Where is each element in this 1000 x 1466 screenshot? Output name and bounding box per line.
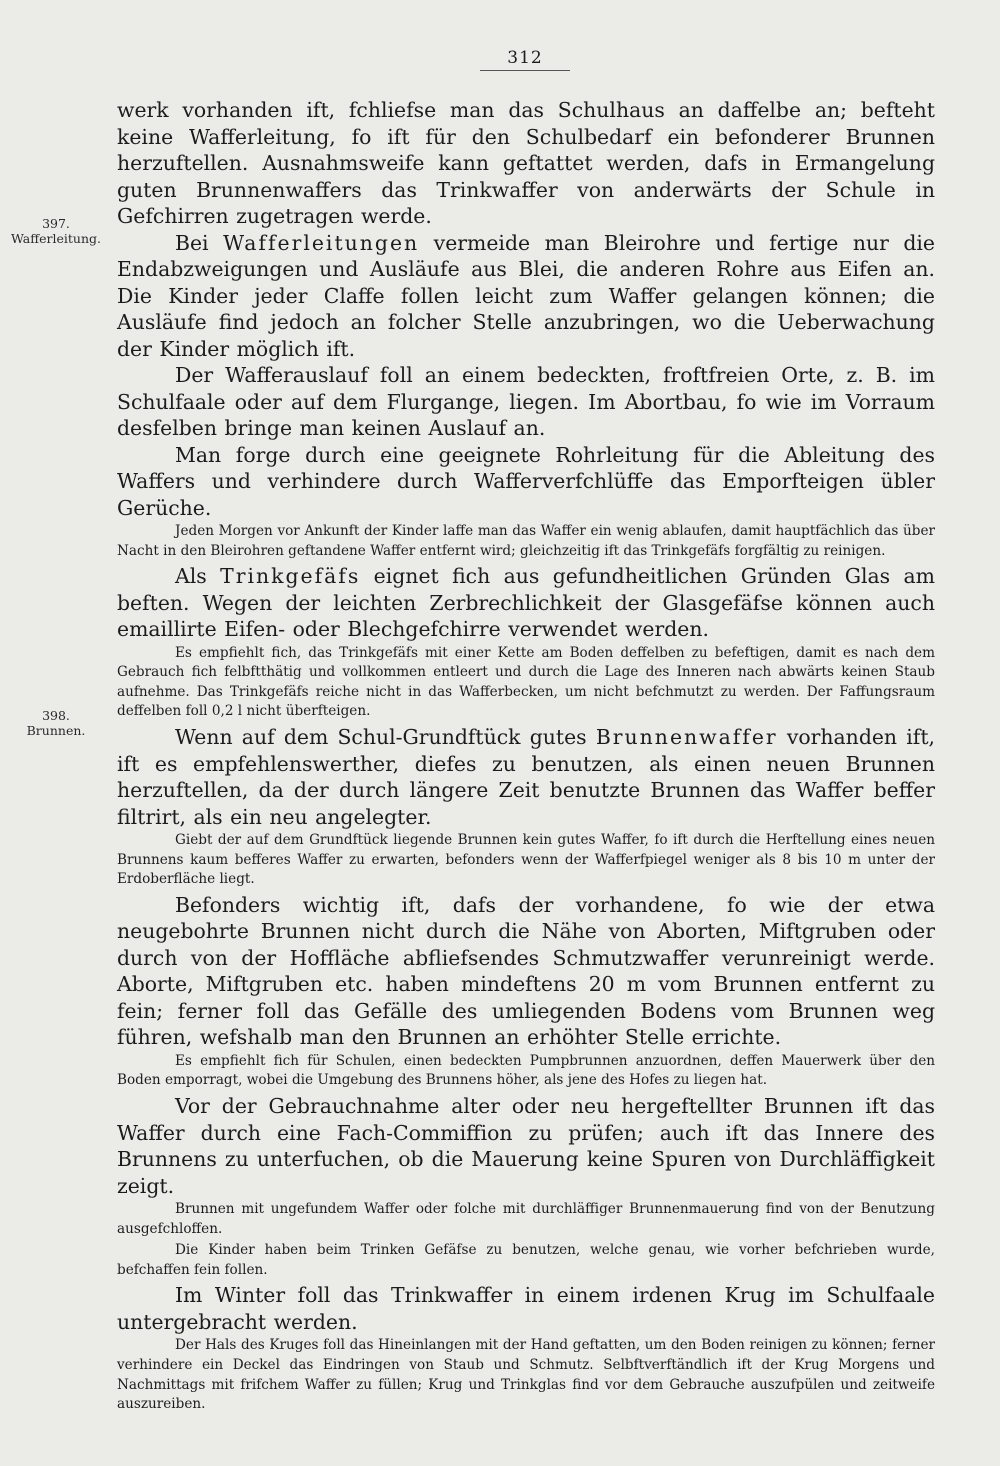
small-print-note: Der Hals des Kruges foll das Hineinlangen mit der Hand geftatten, um den Boden reinigen zu können; ferner verhindere ein Deckel das Eindringen von Staub und Schmutz. Selbftverftändlich ift der Krug Morgens und Nachmittags mit frifchem Waffer zu füllen; Krug und Trinkglas find vor dem Gebrauche auszufpülen und zeitweife auszureiben. <box>117 1337 935 1413</box>
section-number: 397. <box>42 216 70 231</box>
paragraph: Vor der Gebrauchnahme alter oder neu hergeftellter Brunnen ift das Waffer durch eine Fach-Commiffion zu prüfen; auch ift das Innere des Brunnens zu unterfuchen, ob die Mauerung keine Spuren von Durchläffigkeit zeigt. <box>117 1094 935 1198</box>
paragraph: Als Trinkgefäfs eignet fich aus gefundheitlichen Gründen Glas am beften. Wegen der leichten Zerbrechlichkeit der Glasgefäfse können auch emaillirte Eifen- oder Blechgefchirre verwendet werden. <box>117 564 936 642</box>
small-print-note: Jeden Morgen vor Ankunft der Kinder laffe man das Waffer ein wenig ablaufen, damit hauptfächlich das über Nacht in den Bleirohren geftandene Waffer entfernt wird; gleichzeitig ift das Trinkgefäfs forgfältig zu reinigen. <box>117 523 935 559</box>
paragraph: Im Winter foll das Trinkwaffer in einem irdenen Krug im Schulfaale untergebracht werden. <box>117 1283 935 1334</box>
small-print-note: Es empfiehlt fich, das Trinkgefäfs mit einer Kette am Boden deffelben zu befeftigen, damit es nach dem Gebrauch fich felbftthätig und vollkommen entleert und durch die Lage des Inneren nach abwärts keinen Staub aufnehme. Das Trinkgefäfs reiche nicht in das Wafferbecken, um nicht befchmutzt zu werden. Der Faffungsraum deffelben foll 0,2 l nicht überfteigen. <box>117 644 935 720</box>
small-print-note: Es empfiehlt fich für Schulen, einen bedeckten Pumpbrunnen anzuordnen, deffen Mauerwerk über den Boden emporragt, wobei die Umgebung des Brunnens höher, als jene des Hofes zu liegen hat. <box>117 1052 935 1089</box>
section-number: 398. <box>42 708 70 723</box>
page-number: 312 <box>480 48 570 71</box>
small-print-note: Giebt der auf dem Grundftück liegende Brunnen kein gutes Waffer, fo ift durch die Herftellung eines neuen Brunnens kaum befferes Waffer zu erwarten, befonders wenn der Wafferfpiegel weniger als 8 bis 10 m unter der Erdoberfläche liegt. <box>117 832 935 888</box>
paragraph: Bei Wafferleitungen vermeide man Bleirohre und fertige nur die Endabzweigungen und Ausläufe aus Blei, die anderen Rohre aus Eifen an. Die Kinder jeder Claffe follen leicht zum Waffer gelangen können; die Ausläufe find jedoch an folcher Stelle anzubringen, wo die Ueberwachung der Kinder möglich ift. <box>117 230 935 361</box>
margin-note-wafferleitung <box>4 216 108 246</box>
text-column <box>117 97 935 1417</box>
paragraph: Der Wafferauslauf foll an einem bedeckten, froftfreien Orte, z. B. im Schulfaale oder auf dem Flurgange, liegen. Im Abortbau, fo wie im Vorraum desfelben bringe man keinen Auslauf an. <box>117 363 935 440</box>
small-print-note: Die Kinder haben beim Trinken Gefäfse zu benutzen, welche genau, wie vorher befchrieben wurde, befchaffen fein follen. <box>117 1242 935 1278</box>
paragraph: Befonders wichtig ift, dafs der vorhandene, fo wie der etwa neugebohrte Brunnen nicht durch die Nähe von Aborten, Miftgruben oder durch von der Hoffläche abfliefsendes Schmutzwaffer verunreinigt werde. Aborte, Miftgruben etc. haben mindeftens 20 m vom Brunnen entfernt zu fein; ferner foll das Gefälle des umliegenden Bodens vom Brunnen weg führen, wefshalb man den Brunnen an erhöhter Stelle errichte. <box>117 892 935 1050</box>
section-title: Wafferleitung. <box>11 231 101 246</box>
paragraph: werk vorhanden ift, fchliefse man das Schulhaus an daffelbe an; befteht keine Wafferleitung, fo ift für den Schulbedarf ein befonderer Brunnen herzuftellen. Ausnahmsweife kann geftattet werden, dafs in Ermangelung guten Brunnenwaffers das Trinkwaffer von anderwärts der Schule in Gefchirren zugetragen werde. <box>117 98 935 228</box>
small-print-note: Brunnen mit ungefundem Waffer oder folche mit durchläffiger Brunnenmauerung find von der Benutzung ausgefchloffen. <box>117 1201 935 1237</box>
spaced-keyword: Wafferleitungen <box>223 230 420 255</box>
spaced-keyword: Brunnenwaffer <box>595 725 778 750</box>
margin-note-brunnen <box>4 708 108 738</box>
section-title: Brunnen. <box>26 723 86 738</box>
spaced-keyword: Trinkgefäfs <box>220 564 361 589</box>
paragraph: Wenn auf dem Schul-Grundftück gutes Brunnenwaffer vorhanden ift, ift es empfehlenswerther, diefes zu benutzen, als einen neuen Brunnen herzuftellen, da der durch längere Zeit benutzte Brunnen das Waffer beffer filtrirt, als ein neu angelegter. <box>117 725 935 829</box>
paragraph: Man forge durch eine geeignete Rohrleitung für die Ableitung des Waffers und verhindere durch Wafferverfchlüffe das Emporfteigen übler Gerüche. <box>117 442 935 520</box>
